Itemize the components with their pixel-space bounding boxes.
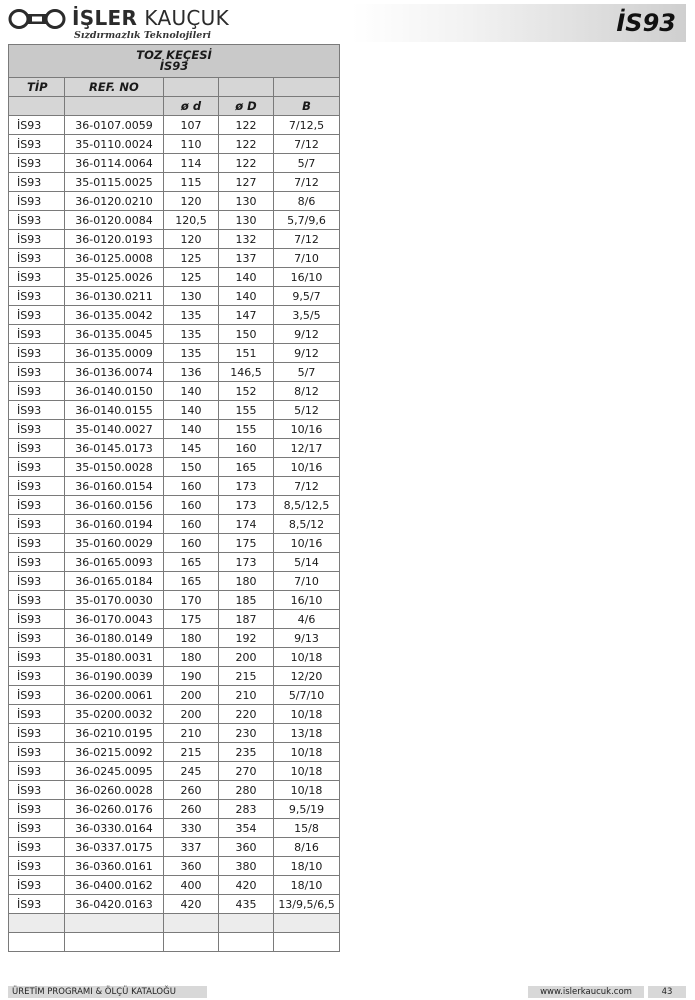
- brand-name: [72, 6, 229, 30]
- cell-width: 7/10: [274, 572, 340, 591]
- cell-outer-diameter: 130: [219, 192, 274, 211]
- cell-width: 10/16: [274, 458, 340, 477]
- cell-outer-diameter: 150: [219, 325, 274, 344]
- cell-outer-diameter: 187: [219, 610, 274, 629]
- cell-width: 9/12: [274, 325, 340, 344]
- table-row: [9, 515, 340, 534]
- table-row: [9, 895, 340, 914]
- table-row: [9, 857, 340, 876]
- cell-width: 12/20: [274, 667, 340, 686]
- cell-ref-no: 36-0140.0155: [65, 401, 164, 420]
- cell-width: 10/18: [274, 705, 340, 724]
- table-row: [9, 572, 340, 591]
- cell-ref-no: 36-0125.0008: [65, 249, 164, 268]
- cell-ref-no: 36-0130.0211: [65, 287, 164, 306]
- column-header-width: B: [274, 97, 340, 116]
- cell-outer-diameter: 173: [219, 553, 274, 572]
- table-row: [9, 838, 340, 857]
- cell-ref-no: 36-0160.0154: [65, 477, 164, 496]
- table-row: [9, 477, 340, 496]
- empty-table-row: [9, 914, 340, 933]
- table-row: [9, 534, 340, 553]
- cell-inner-diameter: 245: [164, 762, 219, 781]
- cell-ref-no: 36-0330.0164: [65, 819, 164, 838]
- table-row: [9, 116, 340, 135]
- cell-width: 7/12: [274, 230, 340, 249]
- cell-ref-no: 36-0160.0156: [65, 496, 164, 515]
- cell-tip: İS93: [9, 610, 65, 629]
- empty-cell: [274, 914, 340, 933]
- page-code: İS93: [616, 9, 676, 37]
- cell-tip: İS93: [9, 667, 65, 686]
- cell-width: 5/7: [274, 154, 340, 173]
- cell-tip: İS93: [9, 686, 65, 705]
- cell-tip: İS93: [9, 401, 65, 420]
- cell-inner-diameter: 130: [164, 287, 219, 306]
- cell-ref-no: 35-0115.0025: [65, 173, 164, 192]
- cell-tip: İS93: [9, 743, 65, 762]
- cell-width: 16/10: [274, 591, 340, 610]
- cell-outer-diameter: 151: [219, 344, 274, 363]
- cell-tip: İS93: [9, 439, 65, 458]
- cell-ref-no: 36-0135.0009: [65, 344, 164, 363]
- empty-cell: [9, 914, 65, 933]
- table-row: [9, 287, 340, 306]
- cell-ref-no: 36-0260.0176: [65, 800, 164, 819]
- cell-ref-no: 36-0140.0150: [65, 382, 164, 401]
- column-header-blank: [274, 78, 340, 97]
- table-row: [9, 249, 340, 268]
- cell-outer-diameter: 210: [219, 686, 274, 705]
- cell-tip: İS93: [9, 857, 65, 876]
- cell-ref-no: 36-0200.0061: [65, 686, 164, 705]
- cell-width: 13/9,5/6,5: [274, 895, 340, 914]
- table-row: [9, 648, 340, 667]
- column-header-outer-diameter: ø D: [219, 97, 274, 116]
- cell-width: 7/12: [274, 173, 340, 192]
- cell-tip: İS93: [9, 154, 65, 173]
- column-header-blank: [65, 97, 164, 116]
- cell-tip: İS93: [9, 458, 65, 477]
- cell-outer-diameter: 215: [219, 667, 274, 686]
- cell-inner-diameter: 140: [164, 382, 219, 401]
- cell-outer-diameter: 146,5: [219, 363, 274, 382]
- cell-inner-diameter: 260: [164, 800, 219, 819]
- cell-ref-no: 35-0150.0028: [65, 458, 164, 477]
- cell-inner-diameter: 135: [164, 325, 219, 344]
- table-row: [9, 173, 340, 192]
- cell-inner-diameter: 120: [164, 192, 219, 211]
- cell-inner-diameter: 200: [164, 705, 219, 724]
- cell-ref-no: 36-0120.0084: [65, 211, 164, 230]
- cell-width: 10/18: [274, 743, 340, 762]
- brand-tagline: Sızdırmazlık Teknolojileri: [74, 30, 211, 41]
- cell-width: 9/12: [274, 344, 340, 363]
- table-row: [9, 743, 340, 762]
- page-number: 43: [648, 986, 686, 998]
- dimension-table: [8, 44, 340, 952]
- table-row: [9, 401, 340, 420]
- table-row: [9, 325, 340, 344]
- cell-width: 8,5/12,5: [274, 496, 340, 515]
- cell-outer-diameter: 192: [219, 629, 274, 648]
- cell-tip: İS93: [9, 192, 65, 211]
- cell-width: 9/13: [274, 629, 340, 648]
- cell-ref-no: 36-0260.0028: [65, 781, 164, 800]
- cell-inner-diameter: 190: [164, 667, 219, 686]
- cell-tip: İS93: [9, 230, 65, 249]
- cell-tip: İS93: [9, 420, 65, 439]
- cell-outer-diameter: 122: [219, 154, 274, 173]
- cell-ref-no: 36-0136.0074: [65, 363, 164, 382]
- cell-inner-diameter: 330: [164, 819, 219, 838]
- cell-ref-no: 35-0180.0031: [65, 648, 164, 667]
- cell-inner-diameter: 160: [164, 534, 219, 553]
- cell-tip: İS93: [9, 534, 65, 553]
- cell-width: 8/16: [274, 838, 340, 857]
- table-row: [9, 496, 340, 515]
- cell-tip: İS93: [9, 344, 65, 363]
- cell-tip: İS93: [9, 781, 65, 800]
- cell-width: 5,7/9,6: [274, 211, 340, 230]
- cell-ref-no: 36-0135.0042: [65, 306, 164, 325]
- table-row: [9, 591, 340, 610]
- column-header-inner-diameter: ø d: [164, 97, 219, 116]
- brand-name-light: KAUÇUK: [144, 6, 230, 30]
- cell-ref-no: 36-0114.0064: [65, 154, 164, 173]
- cell-outer-diameter: 132: [219, 230, 274, 249]
- cell-tip: İS93: [9, 325, 65, 344]
- cell-outer-diameter: 280: [219, 781, 274, 800]
- table-title-line2: İS93: [159, 59, 189, 73]
- cell-inner-diameter: 180: [164, 629, 219, 648]
- cell-width: 7/12: [274, 477, 340, 496]
- cell-tip: İS93: [9, 724, 65, 743]
- table-row: [9, 876, 340, 895]
- cell-outer-diameter: 435: [219, 895, 274, 914]
- table-row: [9, 724, 340, 743]
- cell-tip: İS93: [9, 572, 65, 591]
- cell-outer-diameter: 230: [219, 724, 274, 743]
- cell-outer-diameter: 160: [219, 439, 274, 458]
- table-row: [9, 306, 340, 325]
- cell-width: 7/12,5: [274, 116, 340, 135]
- cell-ref-no: 36-0170.0043: [65, 610, 164, 629]
- cell-ref-no: 35-0140.0027: [65, 420, 164, 439]
- cell-outer-diameter: 220: [219, 705, 274, 724]
- cell-outer-diameter: 270: [219, 762, 274, 781]
- cell-outer-diameter: 147: [219, 306, 274, 325]
- table-title-line1: TOZ KEÇESİ: [136, 48, 212, 62]
- cell-tip: İS93: [9, 515, 65, 534]
- column-header-ref: REF. NO: [65, 78, 164, 97]
- website-link[interactable]: www.islerkaucuk.com: [528, 986, 644, 998]
- cell-inner-diameter: 110: [164, 135, 219, 154]
- cell-outer-diameter: 360: [219, 838, 274, 857]
- table-row: [9, 268, 340, 287]
- cell-inner-diameter: 180: [164, 648, 219, 667]
- cell-width: 5/7: [274, 363, 340, 382]
- table-header-row: [9, 78, 340, 97]
- table-row: [9, 686, 340, 705]
- catalog-title: ÜRETİM PROGRAMI & ÖLÇÜ KATALOĞU: [8, 986, 207, 998]
- empty-cell: [274, 933, 340, 952]
- table-row: [9, 382, 340, 401]
- cell-inner-diameter: 135: [164, 344, 219, 363]
- cell-width: 10/16: [274, 420, 340, 439]
- cell-outer-diameter: 174: [219, 515, 274, 534]
- cell-inner-diameter: 145: [164, 439, 219, 458]
- cell-width: 15/8: [274, 819, 340, 838]
- cell-inner-diameter: 140: [164, 401, 219, 420]
- cell-outer-diameter: 283: [219, 800, 274, 819]
- cell-ref-no: 35-0160.0029: [65, 534, 164, 553]
- cell-outer-diameter: 140: [219, 287, 274, 306]
- cell-width: 13/18: [274, 724, 340, 743]
- cell-ref-no: 36-0400.0162: [65, 876, 164, 895]
- table-row: [9, 553, 340, 572]
- cell-outer-diameter: 380: [219, 857, 274, 876]
- cell-tip: İS93: [9, 116, 65, 135]
- cell-outer-diameter: 420: [219, 876, 274, 895]
- cell-width: 3,5/5: [274, 306, 340, 325]
- cell-outer-diameter: 152: [219, 382, 274, 401]
- table-row: [9, 344, 340, 363]
- cell-inner-diameter: 175: [164, 610, 219, 629]
- table-row: [9, 154, 340, 173]
- cell-ref-no: 36-0420.0163: [65, 895, 164, 914]
- empty-table-row: [9, 933, 340, 952]
- table-row: [9, 705, 340, 724]
- empty-cell: [164, 933, 219, 952]
- cell-inner-diameter: 114: [164, 154, 219, 173]
- column-header-blank: [164, 78, 219, 97]
- cell-tip: İS93: [9, 287, 65, 306]
- cell-tip: İS93: [9, 762, 65, 781]
- table-row: [9, 211, 340, 230]
- cell-inner-diameter: 337: [164, 838, 219, 857]
- cell-width: 10/18: [274, 781, 340, 800]
- cell-tip: İS93: [9, 648, 65, 667]
- cell-inner-diameter: 150: [164, 458, 219, 477]
- brand-name-bold: İŞLER: [72, 6, 138, 30]
- cell-ref-no: 36-0165.0184: [65, 572, 164, 591]
- cell-width: 4/6: [274, 610, 340, 629]
- cell-outer-diameter: 155: [219, 401, 274, 420]
- cell-ref-no: 36-0165.0093: [65, 553, 164, 572]
- cell-outer-diameter: 127: [219, 173, 274, 192]
- table-row: [9, 363, 340, 382]
- cell-tip: İS93: [9, 477, 65, 496]
- cell-tip: İS93: [9, 629, 65, 648]
- empty-cell: [65, 933, 164, 952]
- cell-inner-diameter: 160: [164, 496, 219, 515]
- cell-inner-diameter: 420: [164, 895, 219, 914]
- table-row: [9, 610, 340, 629]
- cell-width: 5/14: [274, 553, 340, 572]
- cell-outer-diameter: 175: [219, 534, 274, 553]
- cell-outer-diameter: 140: [219, 268, 274, 287]
- table-row: [9, 230, 340, 249]
- table-row: [9, 667, 340, 686]
- cell-width: 9,5/19: [274, 800, 340, 819]
- cell-outer-diameter: 122: [219, 116, 274, 135]
- cell-inner-diameter: 400: [164, 876, 219, 895]
- cell-width: 8/12: [274, 382, 340, 401]
- cell-tip: İS93: [9, 876, 65, 895]
- cell-width: 10/18: [274, 648, 340, 667]
- cell-inner-diameter: 160: [164, 515, 219, 534]
- cell-width: 16/10: [274, 268, 340, 287]
- table-row: [9, 819, 340, 838]
- cell-width: 8/6: [274, 192, 340, 211]
- cell-ref-no: 36-0190.0039: [65, 667, 164, 686]
- cell-width: 5/12: [274, 401, 340, 420]
- cell-ref-no: 35-0110.0024: [65, 135, 164, 154]
- cell-outer-diameter: 200: [219, 648, 274, 667]
- cell-inner-diameter: 107: [164, 116, 219, 135]
- cell-outer-diameter: 122: [219, 135, 274, 154]
- table-row: [9, 458, 340, 477]
- cell-outer-diameter: 130: [219, 211, 274, 230]
- table-title: [9, 45, 340, 78]
- cell-outer-diameter: 155: [219, 420, 274, 439]
- table-row: [9, 192, 340, 211]
- cell-ref-no: 36-0160.0194: [65, 515, 164, 534]
- cell-ref-no: 36-0145.0173: [65, 439, 164, 458]
- cell-tip: İS93: [9, 895, 65, 914]
- table-subheader-row: [9, 97, 340, 116]
- cell-tip: İS93: [9, 173, 65, 192]
- cell-inner-diameter: 360: [164, 857, 219, 876]
- cell-tip: İS93: [9, 211, 65, 230]
- cell-tip: İS93: [9, 819, 65, 838]
- column-header-tip: TİP: [9, 78, 65, 97]
- table-row: [9, 800, 340, 819]
- empty-cell: [65, 914, 164, 933]
- cell-outer-diameter: 137: [219, 249, 274, 268]
- cell-ref-no: 36-0210.0195: [65, 724, 164, 743]
- cell-inner-diameter: 125: [164, 249, 219, 268]
- cell-outer-diameter: 173: [219, 496, 274, 515]
- cell-outer-diameter: 235: [219, 743, 274, 762]
- cell-outer-diameter: 165: [219, 458, 274, 477]
- cell-inner-diameter: 135: [164, 306, 219, 325]
- cell-width: 9,5/7: [274, 287, 340, 306]
- cell-width: 7/10: [274, 249, 340, 268]
- cell-inner-diameter: 210: [164, 724, 219, 743]
- cell-outer-diameter: 354: [219, 819, 274, 838]
- cell-outer-diameter: 185: [219, 591, 274, 610]
- table-row: [9, 135, 340, 154]
- cell-width: 8,5/12: [274, 515, 340, 534]
- cell-tip: İS93: [9, 705, 65, 724]
- seal-logo-icon: [8, 8, 66, 30]
- column-header-blank: [219, 78, 274, 97]
- cell-ref-no: 36-0337.0175: [65, 838, 164, 857]
- cell-width: 18/10: [274, 857, 340, 876]
- cell-tip: İS93: [9, 591, 65, 610]
- cell-ref-no: 36-0180.0149: [65, 629, 164, 648]
- empty-cell: [219, 933, 274, 952]
- cell-width: 5/7/10: [274, 686, 340, 705]
- cell-ref-no: 35-0125.0026: [65, 268, 164, 287]
- cell-ref-no: 35-0170.0030: [65, 591, 164, 610]
- empty-cell: [164, 914, 219, 933]
- cell-width: 10/16: [274, 534, 340, 553]
- cell-inner-diameter: 170: [164, 591, 219, 610]
- cell-inner-diameter: 120: [164, 230, 219, 249]
- cell-ref-no: 35-0200.0032: [65, 705, 164, 724]
- cell-tip: İS93: [9, 800, 65, 819]
- cell-inner-diameter: 136: [164, 363, 219, 382]
- column-header-blank: [9, 97, 65, 116]
- table-row: [9, 439, 340, 458]
- cell-tip: İS93: [9, 838, 65, 857]
- cell-tip: İS93: [9, 363, 65, 382]
- cell-tip: İS93: [9, 135, 65, 154]
- cell-ref-no: 36-0360.0161: [65, 857, 164, 876]
- table-row: [9, 781, 340, 800]
- cell-inner-diameter: 160: [164, 477, 219, 496]
- cell-width: 12/17: [274, 439, 340, 458]
- cell-inner-diameter: 260: [164, 781, 219, 800]
- cell-inner-diameter: 215: [164, 743, 219, 762]
- table-title-row: [9, 45, 340, 78]
- cell-outer-diameter: 173: [219, 477, 274, 496]
- cell-ref-no: 36-0215.0092: [65, 743, 164, 762]
- cell-width: 18/10: [274, 876, 340, 895]
- empty-cell: [9, 933, 65, 952]
- cell-ref-no: 36-0120.0210: [65, 192, 164, 211]
- cell-ref-no: 36-0245.0095: [65, 762, 164, 781]
- cell-tip: İS93: [9, 306, 65, 325]
- cell-tip: İS93: [9, 553, 65, 572]
- cell-width: 7/12: [274, 135, 340, 154]
- cell-outer-diameter: 180: [219, 572, 274, 591]
- cell-tip: İS93: [9, 268, 65, 287]
- cell-inner-diameter: 120,5: [164, 211, 219, 230]
- cell-tip: İS93: [9, 249, 65, 268]
- cell-inner-diameter: 165: [164, 572, 219, 591]
- cell-inner-diameter: 200: [164, 686, 219, 705]
- cell-width: 10/18: [274, 762, 340, 781]
- cell-ref-no: 36-0120.0193: [65, 230, 164, 249]
- cell-ref-no: 36-0135.0045: [65, 325, 164, 344]
- table-row: [9, 762, 340, 781]
- cell-tip: İS93: [9, 496, 65, 515]
- cell-inner-diameter: 140: [164, 420, 219, 439]
- table-row: [9, 629, 340, 648]
- page-code-banner: [352, 4, 686, 42]
- cell-ref-no: 36-0107.0059: [65, 116, 164, 135]
- cell-inner-diameter: 115: [164, 173, 219, 192]
- table-row: [9, 420, 340, 439]
- cell-inner-diameter: 165: [164, 553, 219, 572]
- empty-cell: [219, 914, 274, 933]
- cell-inner-diameter: 125: [164, 268, 219, 287]
- cell-tip: İS93: [9, 382, 65, 401]
